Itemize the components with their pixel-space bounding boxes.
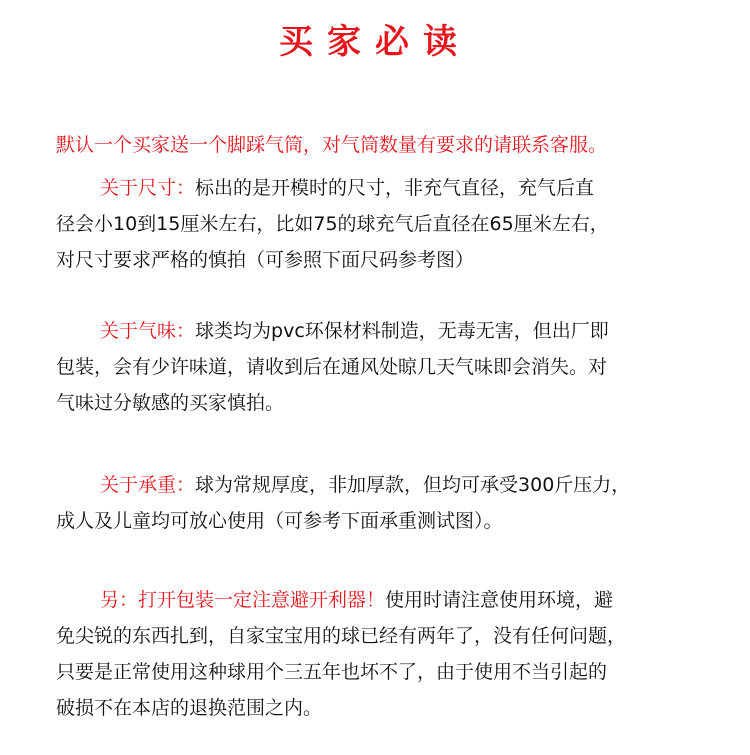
other-line-2: 免尖锐的东西扎到，自家宝宝用的球已经有两年了，没有任何问题，	[56, 625, 627, 647]
load-line-2: 成人及儿童均可放心使用（可参考下面承重测试图）。	[56, 510, 503, 532]
size-line-3: 对尺寸要求严格的慎拍（可参照下面尺码参考图）	[56, 249, 475, 271]
other-label: 另：打开包装一定注意避开利器！	[100, 589, 386, 611]
smell-line-1	[56, 313, 716, 349]
size-text-1: 标出的是开模时的尺寸，非充气直径，充气后直	[195, 177, 595, 199]
other-text-1: 使用时请注意使用环境，避	[385, 589, 614, 611]
other-line-4: 破损不在本店的退换范围之内。	[56, 697, 323, 719]
smell-line-3: 气味过分敏感的买家慎拍。	[56, 392, 285, 414]
other-line-3: 只要是正常使用这种球用个三五年也坏不了，由于使用不当引起的	[56, 661, 608, 683]
other-section	[56, 582, 716, 726]
other-line-1	[56, 582, 716, 618]
load-text-1: 球为常规厚度，非加厚款，但均可承受300斤压力，	[195, 474, 631, 496]
load-label: 关于承重：	[100, 474, 196, 496]
size-line-2: 径会小10到15厘米左右，比如75的球充气后直径在65厘米左右，	[56, 213, 609, 235]
smell-line-2: 包装，会有少许味道，请收到后在通风处晾几天气味即会消失。对	[56, 356, 608, 378]
load-section	[56, 467, 716, 539]
size-line-1	[56, 170, 716, 206]
size-label: 关于尺寸：	[100, 177, 196, 199]
load-line-1	[56, 467, 716, 503]
smell-label: 关于气味：	[100, 320, 196, 342]
gift-notice: 默认一个买家送一个脚踩气筒，对气筒数量有要求的请联系客服。	[56, 134, 608, 156]
smell-text-1: 球类均为pvc环保材料制造，无毒无害，但出厂即	[195, 320, 609, 342]
size-section	[56, 170, 716, 278]
page-title: 买家必读	[279, 22, 471, 62]
smell-section	[56, 313, 716, 421]
